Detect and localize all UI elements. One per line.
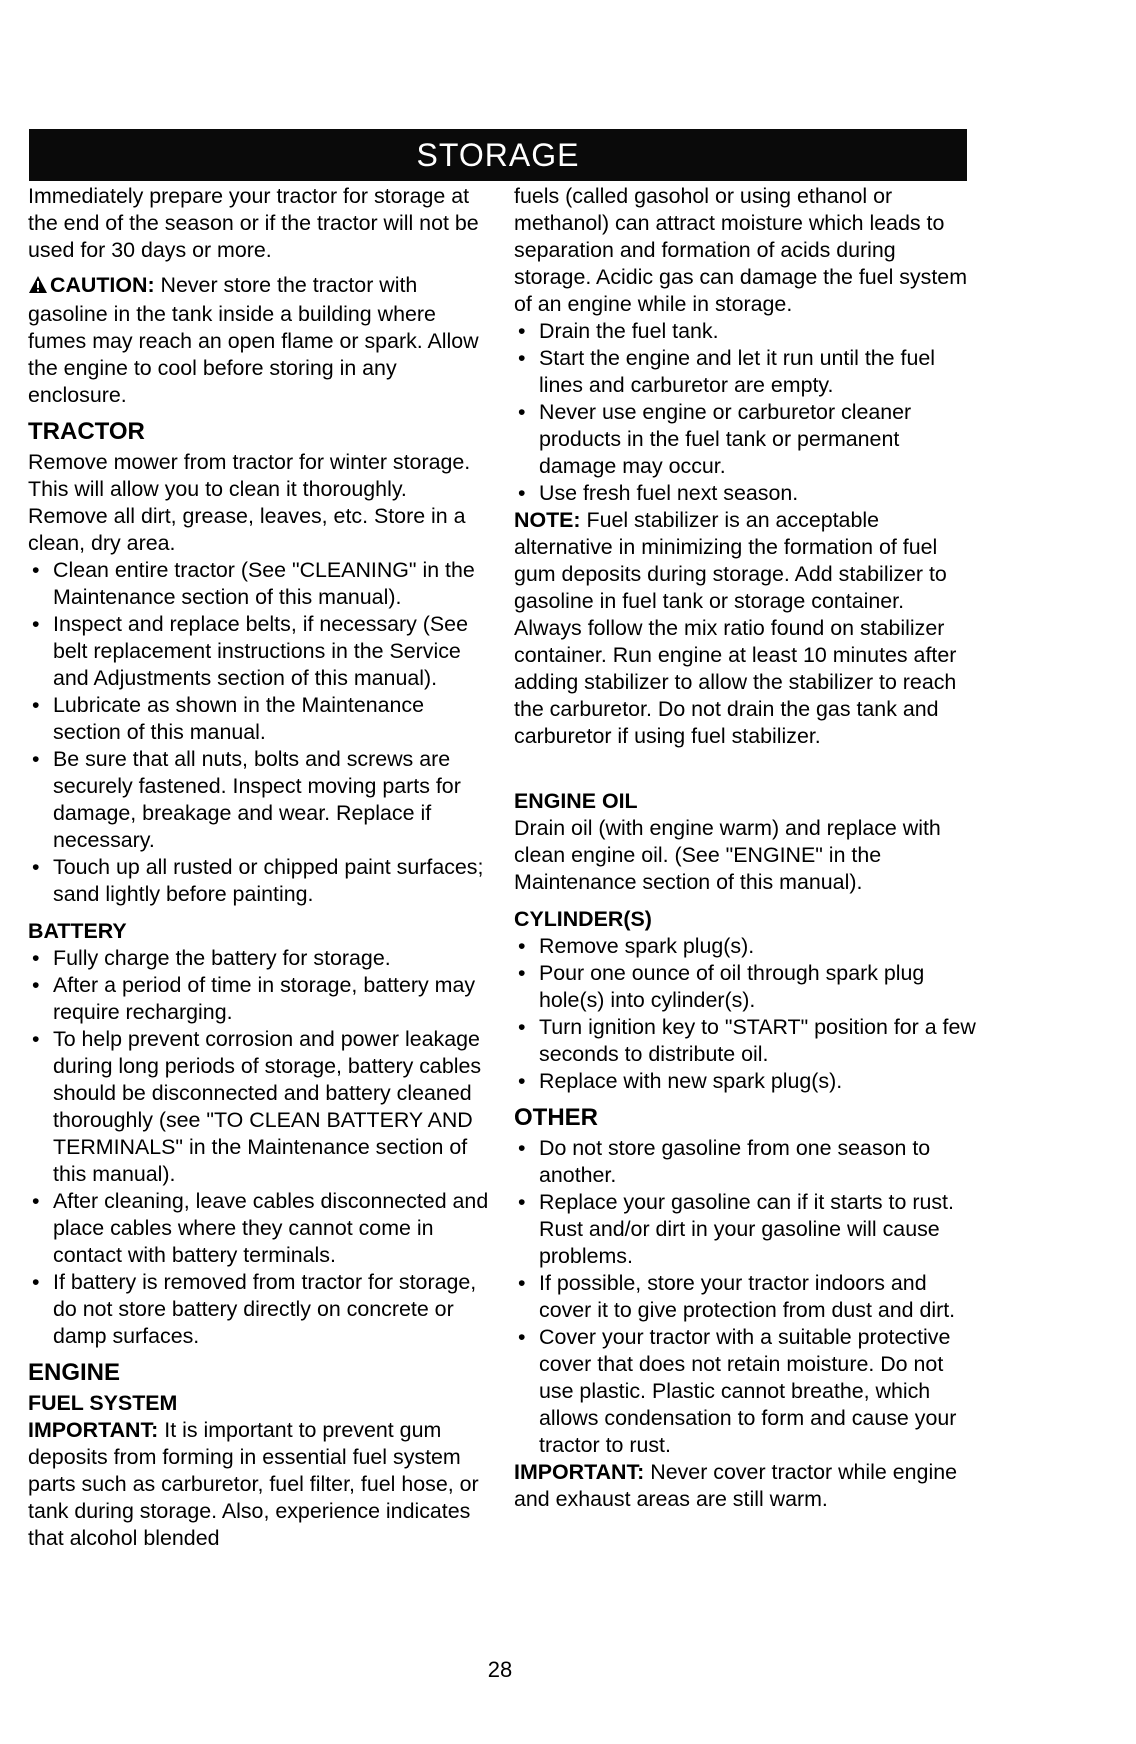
list-item: • Replace your gasoline can if it starts to rust. Rust and/or dirt in your gasoline will cause problems. xyxy=(514,1189,976,1270)
cylinders-list xyxy=(514,933,976,1095)
fuel-important-paragraph xyxy=(28,1417,490,1552)
important-text: Never cover tractor while engine and exhaust areas are still warm. xyxy=(514,1460,958,1511)
list-item: • After a period of time in storage, battery may require recharging. xyxy=(28,972,490,1026)
page-number: 28 xyxy=(487,1657,513,1682)
caution-label: CAUTION: xyxy=(50,273,155,297)
caution-text: Never store the tractor with gasoline in the tank inside a building where fumes may reach an open flame or spark. Allow the engine to cool before storing in any enclosure. xyxy=(28,273,479,407)
note-text: Fuel stabilizer is an acceptable alternative in minimizing the formation of fuel gum deposits during storage. Add stabilizer to gasoline in fuel tank or storage container. Always follow the mix ratio found on stabilizer container. Run engine at least 10 minutes after adding stabilizer to allow the stabilizer to reach the carburetor. Do not drain the gas tank and carburetor if using fuel stabilizer. xyxy=(514,508,957,748)
list-item: • Fully charge the battery for storage. xyxy=(28,945,490,972)
other-list xyxy=(514,1135,976,1459)
note-label: NOTE: xyxy=(514,508,581,532)
list-item: • After cleaning, leave cables disconnected and place cables where they cannot come in contact with battery terminals. xyxy=(28,1188,490,1269)
caution-paragraph xyxy=(28,272,490,409)
engine-heading: ENGINE xyxy=(28,1359,121,1386)
list-item: • Replace with new spark plug(s). xyxy=(514,1068,976,1095)
important-label: IMPORTANT: xyxy=(28,1418,159,1442)
left-column xyxy=(28,183,490,1552)
right-column xyxy=(514,183,976,1513)
list-item: • Touch up all rusted or chipped paint surfaces; sand lightly before painting. xyxy=(28,854,490,908)
other-important-paragraph xyxy=(514,1459,976,1513)
battery-list xyxy=(28,945,490,1350)
list-item: • Lubricate as shown in the Maintenance section of this manual. xyxy=(28,692,490,746)
fuel-continued-paragraph: fuels (called gasohol or using ethanol or methanol) can attract moisture which leads to separation and formation of acids during storage. Acidic gas can damage the fuel system of an engine while in storage. xyxy=(514,184,968,316)
list-item: • If battery is removed from tractor for storage, do not store battery directly on concrete or damp surfaces. xyxy=(28,1269,490,1350)
tractor-list xyxy=(28,557,490,908)
battery-heading: BATTERY xyxy=(28,919,127,943)
cylinders-heading: CYLINDER(S) xyxy=(514,907,652,931)
important-label: IMPORTANT: xyxy=(514,1460,645,1484)
other-heading: OTHER xyxy=(514,1104,598,1131)
spacer xyxy=(514,750,976,778)
list-item: • Be sure that all nuts, bolts and screws are securely fastened. Inspect moving parts for damage, breakage and wear. Replace if necessary. xyxy=(28,746,490,854)
list-item: • To help prevent corrosion and power leakage during long periods of storage, battery cables should be disconnected and battery cleaned thoroughly (see "TO CLEAN BATTERY AND TERMINALS" in the Maintenance section of this manual). xyxy=(28,1026,490,1188)
list-item: • Remove spark plug(s). xyxy=(514,933,976,960)
fuel-system-heading: FUEL SYSTEM xyxy=(28,1391,178,1415)
list-item: • Use fresh fuel next season. xyxy=(514,480,976,507)
list-item: • Drain the fuel tank. xyxy=(514,318,976,345)
list-item: • Inspect and replace belts, if necessary (See belt replacement instructions in the Service and Adjustments section of this manual). xyxy=(28,611,490,692)
list-item: • Clean entire tractor (See "CLEANING" in the Maintenance section of this manual). xyxy=(28,557,490,611)
list-item: • Cover your tractor with a suitable protective cover that does not retain moisture. Do not use plastic. Plastic cannot breathe, which allows condensation to form and cause your tractor to rust. xyxy=(514,1324,976,1459)
tractor-heading: TRACTOR xyxy=(28,418,145,445)
list-item: • If possible, store your tractor indoors and cover it to give protection from dust and dirt. xyxy=(514,1270,976,1324)
engine-oil-heading: ENGINE OIL xyxy=(514,789,638,813)
tractor-paragraph: Remove mower from tractor for winter storage. This will allow you to clean it thoroughly. Remove all dirt, grease, leaves, etc. Store in a clean, dry area. xyxy=(28,450,471,555)
fuel-list xyxy=(514,318,976,507)
list-item: • Never use engine or carburetor cleaner products in the fuel tank or permanent damage may occur. xyxy=(514,399,976,480)
section-banner: STORAGE xyxy=(29,129,967,181)
important-text: It is important to prevent gum deposits from forming in essential fuel system parts such as carburetor, fuel filter, fuel hose, or tank during storage. Also, experience indicates that alcohol blended xyxy=(28,1418,479,1550)
list-item: • Turn ignition key to "START" position for a few seconds to distribute oil. xyxy=(514,1014,976,1068)
engine-oil-paragraph: Drain oil (with engine warm) and replace with clean engine oil. (See "ENGINE" in the Maintenance section of this manual). xyxy=(514,816,941,894)
warning-triangle-icon xyxy=(28,274,48,301)
list-item: • Pour one ounce of oil through spark plug hole(s) into cylinder(s). xyxy=(514,960,976,1014)
intro-paragraph: Immediately prepare your tractor for storage at the end of the season or if the tractor will not be used for 30 days or more. xyxy=(28,184,479,262)
list-item: • Do not store gasoline from one season to another. xyxy=(514,1135,976,1189)
list-item: • Start the engine and let it run until the fuel lines and carburetor are empty. xyxy=(514,345,976,399)
note-paragraph xyxy=(514,507,976,750)
